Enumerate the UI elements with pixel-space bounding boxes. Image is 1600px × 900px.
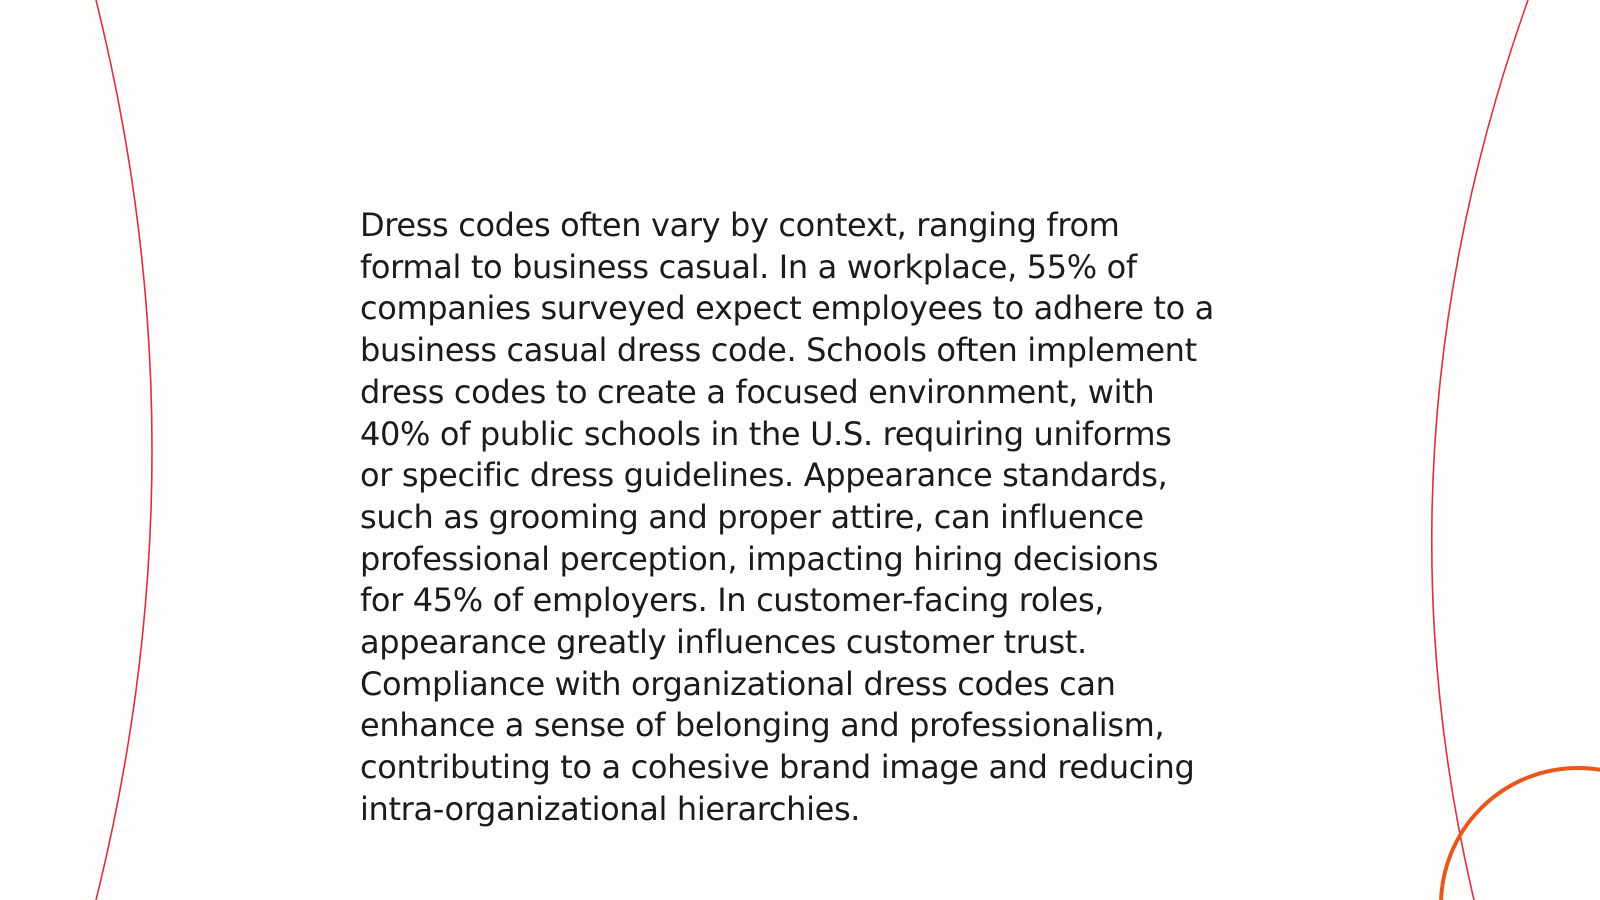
body-paragraph: Dress codes often vary by context, ranging from formal to business casual. In a workplace, 55% of companies surveyed expect employees to adhere to a business casual dress code. Schools often implement dress codes to create a focused environment, with 40% of public schools in the U.S. requiring uniforms or specific dress guidelines. Appearance standards, such as grooming and proper attire, can influence professional perception, impacting hiring decisions for 45% of employers. In customer-facing roles, appearance greatly influences customer trust. Compliance with organizational dress codes can enhance a sense of belonging and professionalism, contributing to a cohesive brand image and reducing intra-organizational hierarchies. <box>360 206 1214 828</box>
right-red-arc <box>1432 0 1528 900</box>
orange-circle-arc <box>1441 768 1600 900</box>
left-red-arc <box>96 0 152 900</box>
